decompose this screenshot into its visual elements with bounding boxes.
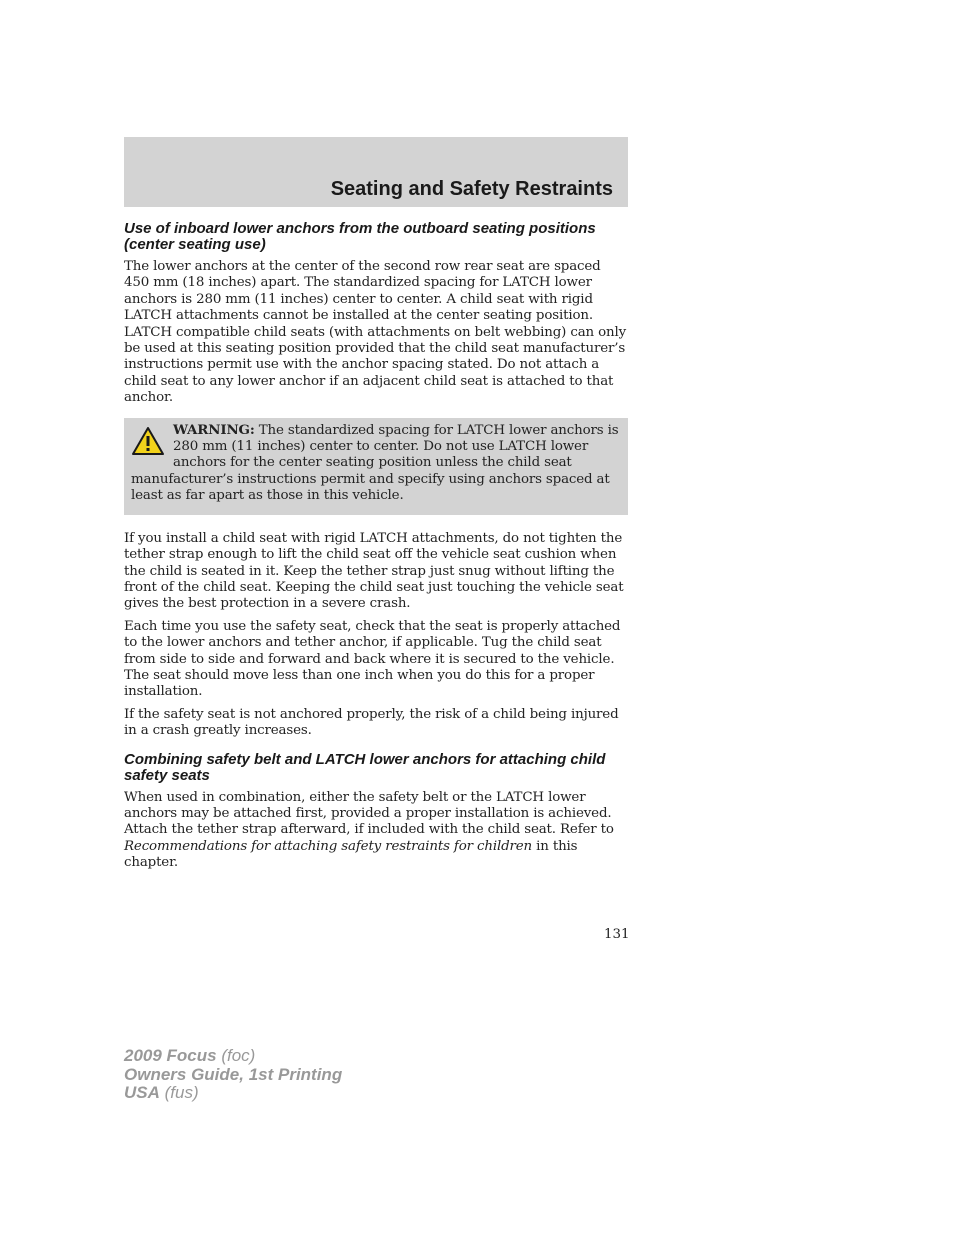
combining-text-after: in this chapter. (124, 838, 578, 871)
page-number: 131 (604, 927, 630, 942)
footer-model: 2009 Focus (124, 1046, 217, 1065)
footer-region: USA (124, 1083, 160, 1102)
risk-paragraph: If the safety seat is not anchored properly, the risk of a child being injured in a crash greatly increases. (124, 706, 619, 739)
footer-printing: Owners Guide, 1st Printing (124, 1064, 343, 1084)
page-content (124, 221, 628, 878)
document-footer (124, 1047, 342, 1103)
footer-line-model (124, 1047, 342, 1066)
warning-label: WARNING: (173, 421, 255, 438)
chapter-title: Seating and Safety Restraints (330, 178, 613, 200)
section-heading-combining: Combining safety belt and LATCH lower anchors for attaching child safety seats (124, 750, 606, 784)
warning-box (124, 418, 628, 515)
center-seating-paragraph: The lower anchors at the center of the second row rear seat are spaced 450 mm (18 inches) apart. The standardized spacing for LATCH lower anchors is 280 mm (11 inches) center to center. A child seat with rigid LATCH attachments cannot be installed at the center seating position. LATCH compatible child seats (with attachments on belt webbing) can only be used at this seating position provided that the child seat manufacturer’s instructions permit use with the anchor spacing stated. Do not attach a child seat to any lower anchor if an adjacent child seat is attached to that anchor. (124, 259, 627, 406)
warning-triangle-icon (131, 426, 165, 456)
tether-strap-paragraph: If you install a child seat with rigid LATCH attachments, do not tighten the tether strap enough to lift the child seat off the vehicle seat cushion when the child is seated in it. Keep the tether strap just snug without lifting the front of the child seat. Keeping the child seat just touching the vehicle seat gives the best protection in a severe crash. (124, 530, 624, 612)
chapter-reference-link: Recommendations for attaching safety restraints for children (124, 838, 533, 854)
footer-region-code: (fus) (159, 1083, 199, 1102)
warning-text: The standardized spacing for LATCH lower anchors is 280 mm (11 inches) center to center. Do not use LATCH lower anchors for the center seating position unless the child seat manufacturer’s instructions permit and specify using anchors spaced at least as far apart as those in this vehicle. (131, 422, 619, 504)
footer-line-region (124, 1084, 342, 1103)
check-attachment-paragraph: Each time you use the safety seat, check that the seat is properly attached to the lower anchors and tether anchor, if applicable. Tug the child seat from side to side and forward and back where it is secured to the vehicle. The seat should move less than one inch when you do this for a proper installation. (124, 618, 621, 700)
combining-paragraph (124, 790, 628, 872)
section-header-band (124, 137, 628, 207)
combining-text-before: When used in combination, either the safety belt or the LATCH lower anchors may be attached first, provided a proper installation is achieved. Attach the tether strap afterward, if included with the child seat. Refer to (124, 789, 614, 838)
footer-model-code: (foc) (216, 1046, 256, 1065)
section-heading-center-seating: Use of inboard lower anchors from the outboard seating positions (center seating use) (124, 220, 596, 253)
